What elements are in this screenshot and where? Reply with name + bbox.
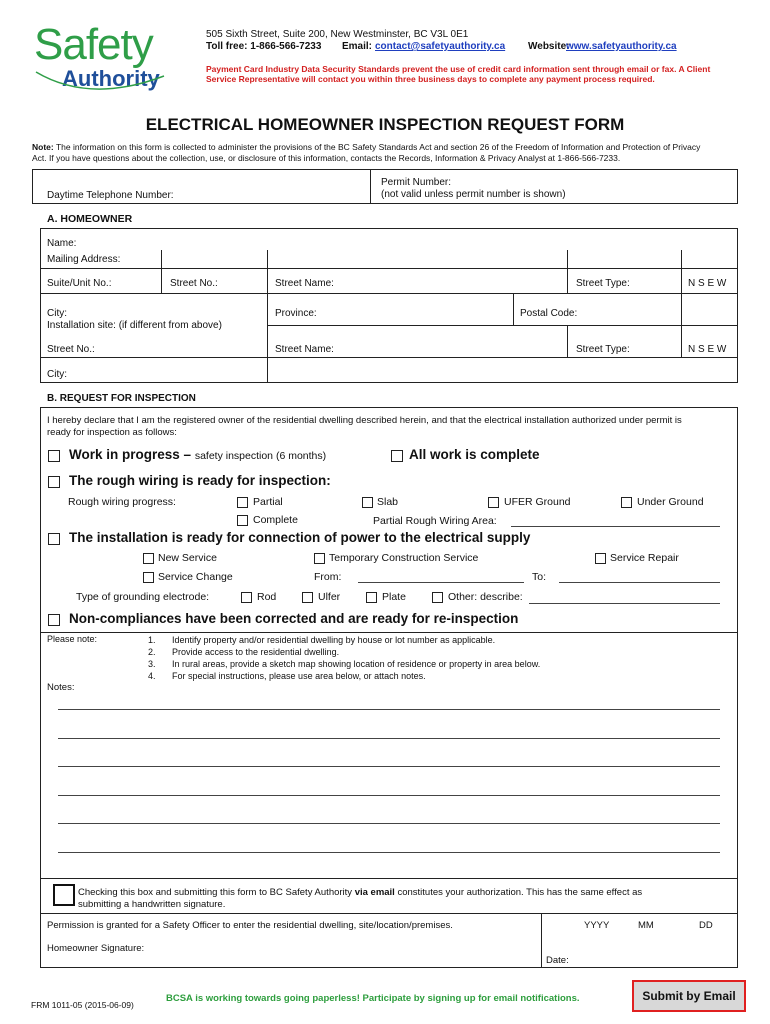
new-service-label: New Service — [158, 552, 217, 564]
homeowner-box — [40, 228, 738, 383]
noncompliance-checkbox[interactable] — [48, 614, 60, 626]
divider — [513, 293, 514, 325]
notes-line[interactable] — [58, 738, 720, 739]
complete-checkbox[interactable] — [237, 515, 248, 526]
notes-line[interactable] — [58, 766, 720, 767]
declare-line1: I hereby declare that I am the registered owner of the residential dwelling described herein, and that the electrical installation authorized under permit is — [47, 415, 682, 426]
under-ground-checkbox[interactable] — [621, 497, 632, 508]
list-item: 2. Provide access to the residential dwelling. — [148, 647, 340, 657]
rough-ready-checkbox[interactable] — [48, 476, 60, 488]
divider — [681, 293, 682, 325]
notes-line[interactable] — [58, 823, 720, 824]
header-email-label: Email: — [342, 41, 373, 52]
list-item: 3. In rural areas, provide a sketch map showing location of residence or property in area below. — [148, 659, 541, 669]
note-text-2: Act. If you have questions about the collection, use, or disclosure of this information, contacts the Records, Information & Privacy Analyst at 1-866-566-7233. — [32, 153, 621, 163]
permit-label: Permit Number: — [381, 177, 452, 188]
plate-checkbox[interactable] — [366, 592, 377, 603]
new-service-checkbox[interactable] — [143, 553, 154, 564]
street-no-label: Street No.: — [170, 278, 218, 289]
divider — [267, 293, 268, 325]
permission-text: Permission is granted for a Safety Officer to enter the residential dwelling, site/location/premises. — [47, 920, 453, 931]
divider — [267, 325, 268, 383]
complete-label: Complete — [253, 514, 298, 526]
section-b-heading: B. REQUEST FOR INSPECTION — [47, 393, 196, 404]
other-checkbox[interactable] — [432, 592, 443, 603]
header-tollfree: Toll free: 1-866-566-7233 — [206, 41, 322, 52]
dd-label: DD — [699, 920, 713, 931]
ufer-ground-label: UFER Ground — [504, 496, 571, 508]
notes-list — [148, 634, 540, 682]
work-progress-checkbox[interactable] — [48, 450, 60, 462]
header-email-link[interactable]: contact@safetyauthority.ca — [375, 41, 506, 52]
request-box — [40, 407, 738, 968]
other-label: Other: describe: — [448, 591, 523, 603]
divider — [567, 250, 568, 293]
partial-label: Partial — [253, 496, 283, 508]
divider — [681, 325, 682, 357]
signature-input[interactable] — [42, 932, 539, 966]
street-type2-label: Street Type: — [576, 344, 630, 355]
rough-progress-label: Rough wiring progress: — [68, 496, 176, 508]
divider — [40, 913, 738, 914]
notes-line[interactable] — [58, 709, 720, 710]
divider — [40, 632, 738, 633]
install-ready-label: The installation is ready for connection of power to the electrical supply — [69, 530, 531, 545]
divider — [40, 878, 738, 879]
install-ready-checkbox[interactable] — [48, 533, 60, 545]
service-repair-label: Service Repair — [610, 552, 679, 564]
page-title: ELECTRICAL HOMEOWNER INSPECTION REQUEST FORM — [145, 115, 625, 134]
divider — [267, 325, 738, 326]
email-auth-text: Checking this box and submitting this form to BC Safety Authority via email constitutes your authorization. This has the same effect as submitting a handwritten signature. — [78, 887, 643, 910]
divider — [267, 250, 268, 293]
logo-swoosh-icon — [30, 26, 170, 106]
temp-service-label: Temporary Construction Service — [329, 552, 479, 564]
signature-label: Homeowner Signature: — [47, 943, 145, 954]
rough-ready-label: The rough wiring is ready for inspection: — [69, 473, 331, 488]
grounding-label: Type of grounding electrode: — [76, 591, 210, 603]
paperless-notice: BCSA is working towards going paperless! Participate by signing up for email notifications. — [166, 993, 580, 1004]
slab-checkbox[interactable] — [362, 497, 373, 508]
service-change-checkbox[interactable] — [143, 572, 154, 583]
note-label: Note: — [32, 142, 54, 152]
name-label: Name: — [47, 238, 77, 249]
install-site-label: Installation site: (if different from above) — [47, 320, 222, 331]
divider — [541, 913, 542, 968]
noncompliance-label: Non-compliances have been corrected and are ready for re-inspection — [69, 611, 519, 626]
province-label: Province: — [275, 308, 317, 319]
work-progress-label: Work in progress – safety inspection (6 months) — [69, 447, 327, 462]
rod-label: Rod — [257, 591, 277, 603]
phone-label: Daytime Telephone Number: — [47, 190, 174, 201]
header-website-label: Website: — [528, 41, 570, 52]
pci-notice-line1: Payment Card Industry Data Security Standards prevent the use of credit card information sent through email or fax. A Client — [206, 64, 711, 74]
notes-line[interactable] — [58, 795, 720, 796]
form-id: FRM 1011-05 (2015-06-09) — [31, 1000, 134, 1010]
divider — [40, 293, 738, 294]
to-label: To: — [532, 571, 547, 583]
divider — [40, 268, 738, 269]
please-note-label: Please note: — [47, 634, 98, 644]
street-name-label: Street Name: — [275, 278, 334, 289]
divider — [40, 357, 738, 358]
slab-label: Slab — [377, 496, 399, 508]
temp-service-checkbox[interactable] — [314, 553, 325, 564]
partial-area-label: Partial Rough Wiring Area: — [373, 515, 497, 527]
service-repair-checkbox[interactable] — [595, 553, 606, 564]
ufer-ground-checkbox[interactable] — [488, 497, 499, 508]
yyyy-label: YYYY — [584, 920, 610, 931]
logo-safety-text: Safety — [34, 20, 153, 69]
name-input[interactable] — [82, 234, 732, 249]
from-label: From: — [314, 571, 342, 583]
logo-authority-text: Authority — [62, 66, 160, 91]
ufer-label: Ulfer — [318, 591, 341, 603]
ufer-checkbox[interactable] — [302, 592, 313, 603]
street-type-label: Street Type: — [576, 278, 630, 289]
divider — [161, 250, 162, 293]
city2-label: City: — [47, 369, 67, 380]
nsew-label: N S E W — [688, 278, 727, 289]
submit-by-email-button[interactable]: Submit by Email — [632, 980, 746, 1012]
list-item: 4. For special instructions, please use area below, or attach notes. — [148, 671, 426, 681]
section-a-heading: A. HOMEOWNER — [47, 213, 133, 225]
mm-label: MM — [638, 920, 654, 931]
mailing-label: Mailing Address: — [47, 254, 121, 265]
permit-input[interactable] — [450, 172, 735, 186]
header-address: 505 Sixth Street, Suite 200, New Westminster, BC V3L 0E1 — [206, 29, 469, 40]
service-change-label: Service Change — [158, 571, 233, 583]
suite-label: Suite/Unit No.: — [47, 278, 112, 289]
partial-area-input[interactable] — [511, 526, 720, 527]
divider — [681, 250, 682, 293]
street-name2-label: Street Name: — [275, 344, 334, 355]
date-input[interactable] — [575, 932, 735, 966]
notes-label: Notes: — [47, 682, 75, 693]
divider — [567, 325, 568, 357]
list-item: 1. Identify property and/or residential dwelling by house or lot number as applicable. — [148, 635, 496, 645]
all-work-label: All work is complete — [409, 447, 540, 462]
note-text-1: The information on this form is collected to administer the provisions of the BC Safety Standards Act and section 26 of the Freedom of Information and Protection of Privacy — [55, 142, 701, 152]
rod-checkbox[interactable] — [241, 592, 252, 603]
email-auth-checkbox[interactable] — [53, 884, 75, 906]
plate-label: Plate — [382, 591, 406, 603]
other-input[interactable] — [529, 603, 720, 604]
all-work-checkbox[interactable] — [391, 450, 403, 462]
street-no2-label: Street No.: — [47, 344, 95, 355]
permit-note: (not valid unless permit number is shown) — [381, 189, 566, 200]
postal-label: Postal Code: — [520, 308, 578, 319]
partial-checkbox[interactable] — [237, 497, 248, 508]
to-input[interactable] — [559, 582, 720, 583]
declare-line2: ready for inspection as follows: — [47, 427, 177, 438]
city-label: City: — [47, 308, 67, 319]
divider — [40, 878, 41, 913]
header-website-link[interactable]: www.safetyauthority.ca — [566, 41, 677, 52]
under-ground-label: Under Ground — [637, 496, 704, 508]
notes-line[interactable] — [58, 852, 720, 853]
from-input[interactable] — [358, 582, 524, 583]
date-label: Date: — [546, 955, 569, 966]
pci-notice-line2: Service Representative will contact you within three business days to complete any payment process required. — [206, 74, 655, 84]
nsew2-label: N S E W — [688, 344, 727, 355]
privacy-note — [32, 142, 742, 164]
phone-input[interactable] — [34, 170, 369, 203]
